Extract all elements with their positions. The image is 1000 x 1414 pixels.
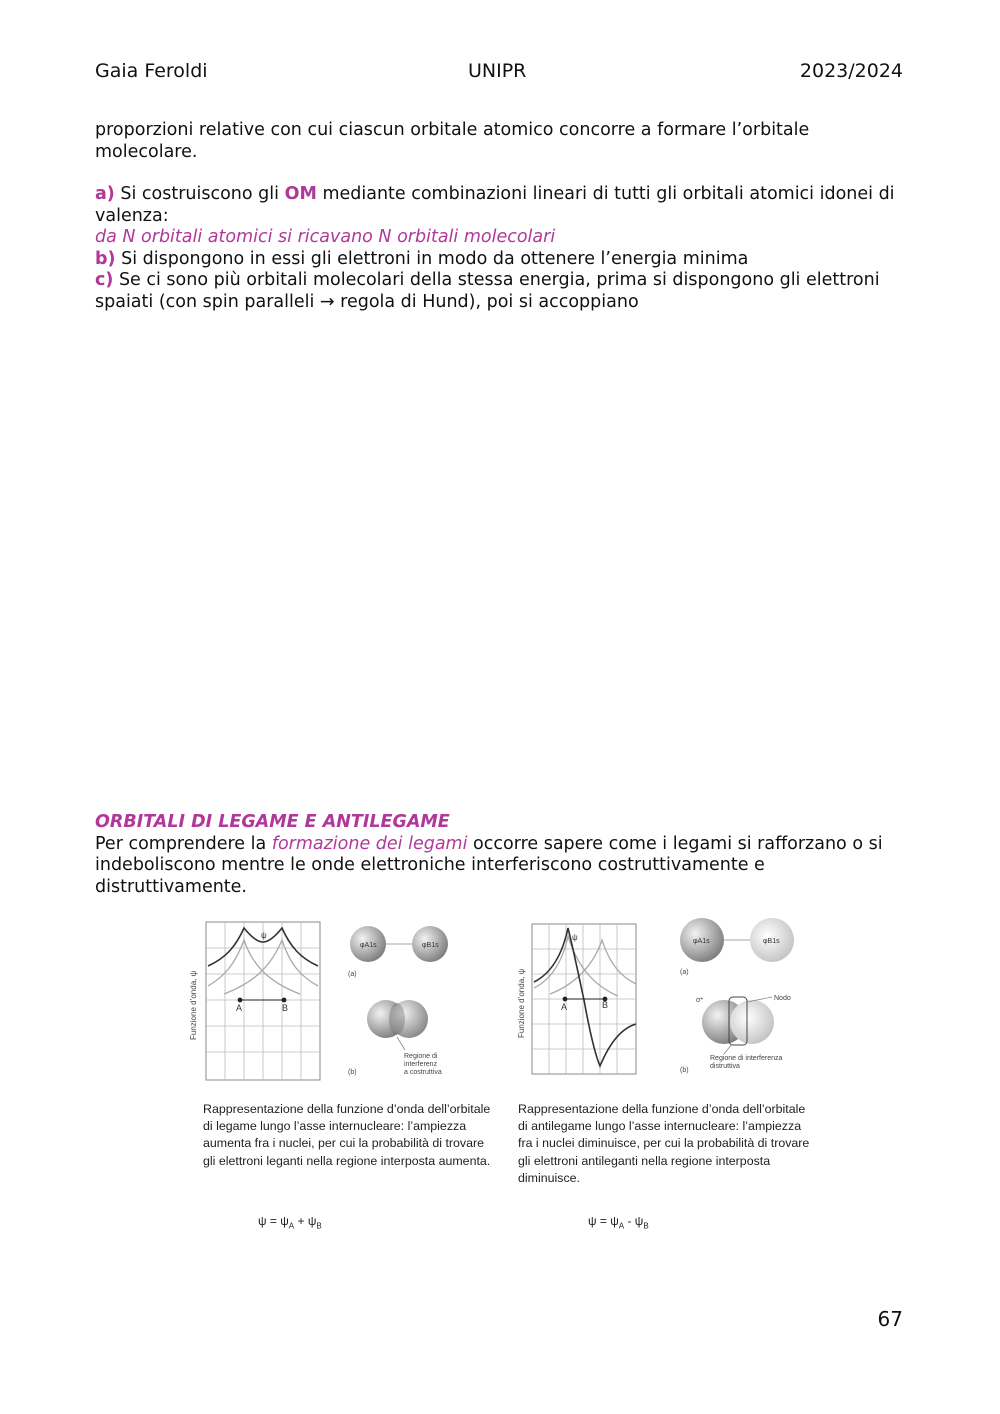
antibonding-formula: $\psi = \psi_A - \psi_B$ xyxy=(588,1214,649,1231)
step-b-label: b) xyxy=(95,248,116,269)
antibonding-caption: Rappresentazione della funzione d’onda dell’orbitale di antilegame lungo l’asse internucleare: l’ampiezza fra i nuclei diminuisce, per cui la probabilità di trovare gli elettroni antileganti nella regione interposta diminuisce. xyxy=(518,1102,810,1185)
steps-block xyxy=(95,184,915,313)
antibonding-panel-b: (b) xyxy=(680,1067,689,1074)
bonding-region-label: Regione di interferenz a costruttiva xyxy=(404,1053,442,1076)
antibonding-panel-a: (a) xyxy=(680,969,689,976)
section-text xyxy=(95,834,915,899)
step-a xyxy=(95,184,915,227)
antibonding-region-label: Regione di interferenza distruttiva xyxy=(710,1055,783,1070)
bonding-orbital-spheres xyxy=(348,926,448,1076)
step-b xyxy=(95,249,915,271)
bonding-orbital-a: φA1s xyxy=(360,942,377,949)
bonding-orbital-b: φB1s xyxy=(422,942,439,949)
step-a-note: da N orbitali atomici si ricavano N orbitali molecolari xyxy=(95,227,556,247)
step-a-label: a) xyxy=(95,184,115,204)
antibonding-point-b: B xyxy=(602,1000,609,1010)
antibonding-psi-label: ψ xyxy=(572,933,578,942)
antibonding-orbital-figure xyxy=(510,912,820,1092)
step-c-label: c) xyxy=(95,270,114,290)
antibonding-orbital-spheres xyxy=(680,918,794,1074)
section-title: ORBITALI DI LEGAME E ANTILEGAME xyxy=(95,812,450,832)
step-a-text2: mediante combinazioni lineari di tutti gli orbitali atomici idonei di valenza: xyxy=(95,184,895,226)
bonding-formula: $\psi = \psi_A + \psi_B$ xyxy=(258,1214,322,1231)
bonding-wave-graph xyxy=(189,922,320,1080)
antibonding-node-label: Nodo xyxy=(774,995,791,1002)
bonding-panel-a: (a) xyxy=(348,971,357,978)
bonding-psi-label: ψ xyxy=(261,931,267,940)
antibonding-orbital-a: φA1s xyxy=(693,938,710,945)
bonding-orbital-figure xyxy=(180,912,480,1092)
antibonding-point-a: A xyxy=(561,1002,568,1012)
bonding-point-b: B xyxy=(282,1003,289,1013)
step-b-text: Si dispongono in essi gli elettroni in modo da ottenere l’energia minima xyxy=(115,248,749,269)
header-year: 2023/2024 xyxy=(799,60,903,82)
antibonding-sigma-label: σ* xyxy=(696,997,704,1004)
section-text-part2: occorre sapere come i legami si rafforzano o si indeboliscono mentre le onde elettroniche interferiscono costruttivamente e distruttivamente. xyxy=(95,833,883,897)
page-number: 67 xyxy=(877,1307,903,1331)
step-a-text1: Si costruiscono gli xyxy=(114,184,285,204)
antibonding-y-axis-label: Funzione d’onda, ψ xyxy=(517,968,526,1038)
bonding-y-axis-label: Funzione d’onda, ψ xyxy=(189,970,198,1040)
step-c xyxy=(95,270,915,313)
section-highlight: formazione dei legami xyxy=(271,833,468,854)
bonding-caption: Rappresentazione della funzione d’onda dell’orbitale di legame lungo l’asse internucleare: l’ampiezza aumenta fra i nuclei, per cui la probabilità di trovare gli elettroni leganti nella regione interposta aumenta. xyxy=(203,1102,491,1168)
section-block xyxy=(95,812,915,898)
antibonding-orbital-b: φB1s xyxy=(763,938,780,945)
step-c-text: Se ci sono più orbitali molecolari della stessa energia, prima si dispongono gli elettroni spaiati (con spin paralleli → regola di Hund), poi si accoppiano xyxy=(95,270,880,312)
bonding-panel-b: (b) xyxy=(348,1069,357,1076)
header-institution: UNIPR xyxy=(468,60,527,82)
om-term: OM xyxy=(284,184,317,204)
bonding-point-a: A xyxy=(236,1003,243,1013)
antibonding-wave-graph xyxy=(517,924,636,1074)
intro-paragraph: proporzioni relative con cui ciascun orbitale atomico concorre a formare l’orbitale molecolare. xyxy=(95,120,810,162)
header-author: Gaia Feroldi xyxy=(95,60,208,82)
section-text-part1: Per comprendere la xyxy=(95,833,272,854)
